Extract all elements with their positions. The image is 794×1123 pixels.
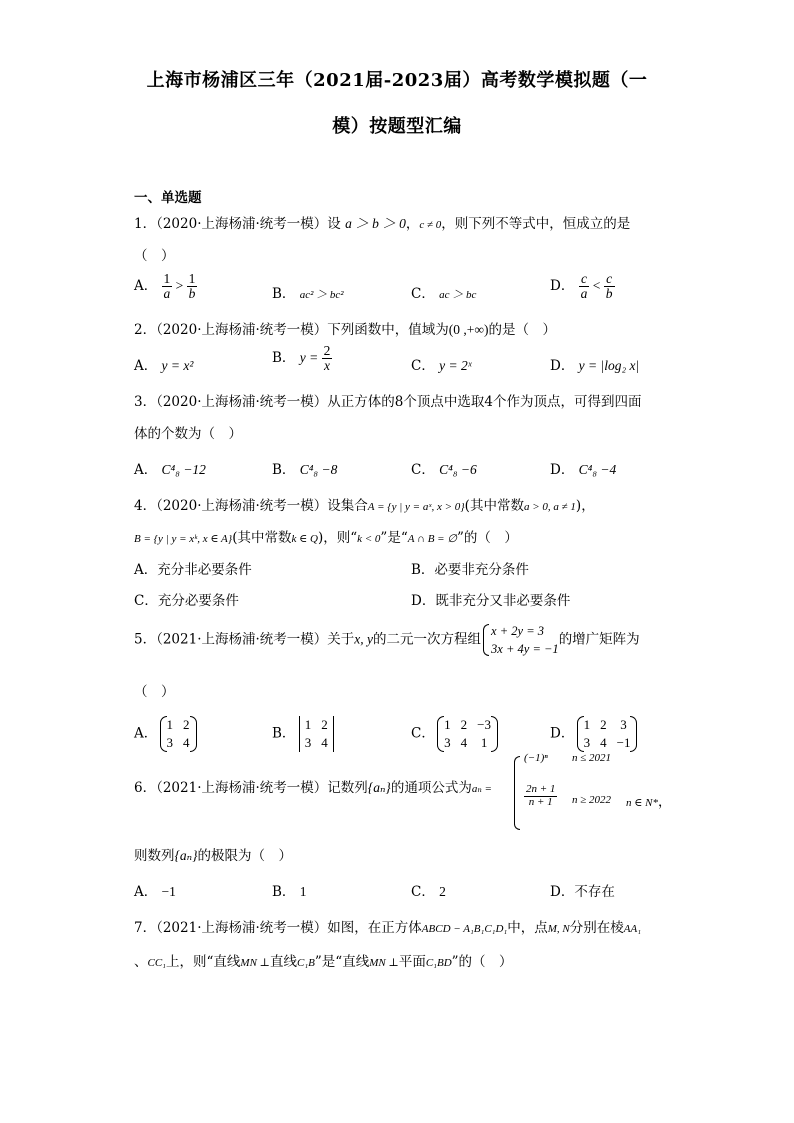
q5-option-b: B． 1 2 3 4: [272, 716, 333, 752]
q6-option-d: D．不存在: [550, 884, 615, 900]
question-3-stem: 3．（2020·上海杨浦·统考一模）从正方体的8个顶点中选取4个作为顶点，可得到四面: [134, 394, 642, 410]
q6-option-c: C． 2: [411, 884, 446, 900]
question-6-stem: 6．（2021·上海杨浦·统考一模）记数列{aₙ}的通项公式为aₙ =: [134, 780, 492, 796]
document-title-line-2: 模）按题型汇编: [332, 116, 462, 137]
matrix: 1 2 3 3 4 −1: [579, 716, 636, 752]
q6-domain: n ∈ N*，: [626, 794, 672, 810]
q4-option-d: D．既非充分又非必要条件: [411, 593, 571, 609]
question-7-stem: 7．（2021·上海杨浦·统考一模）如图，在正方体ABCD − A₁B₁C₁D₁中，点M, N分别在棱AA₁: [134, 920, 642, 936]
equation-system: x + 2y = 3 3x + 4y = −1: [481, 622, 559, 658]
q6-option-a: A． −1: [134, 884, 176, 900]
question-5-paren: （ ）: [134, 684, 175, 700]
q4-option-c: C．充分必要条件: [134, 593, 239, 609]
q2-option-c: C． y = 2ˣ: [411, 358, 472, 374]
q1-option-c: C． ac ＞ bc: [411, 286, 477, 302]
fraction: $\frac{1}{b}$: [188, 271, 196, 302]
q4-option-a: A．充分非必要条件: [134, 562, 252, 578]
q4-option-b: B．必要非充分条件: [411, 562, 529, 578]
fraction: $\frac{2}{x}$: [323, 343, 331, 374]
question-1-paren: （ ）: [134, 248, 175, 264]
q5-option-a: A． 1 2 3 4: [134, 716, 195, 752]
q3-option-a: A． C⁴₈ −12: [134, 462, 206, 478]
q5-option-d: D． 1 2 3 3 4 −1: [550, 716, 635, 752]
q1-option-d: D． $\frac{c}{a}$ < $\frac{c}{b}$: [550, 271, 613, 302]
question-source: （2020·上海杨浦·统考一模）: [156, 216, 328, 232]
q2-option-a: A． y = x²: [134, 358, 194, 374]
question-6-stem-cont: 则数列{aₙ}的极限为（ ）: [134, 848, 293, 864]
document-title-line-1: 上海市杨浦区三年（2021届-2023届）高考数学模拟题（一: [146, 70, 648, 91]
q2-option-d: D． y = |log₂ x|: [550, 358, 640, 374]
q3-option-d: D． C⁴₈ −4: [550, 462, 617, 478]
fraction: $\frac{1}{a}$: [163, 271, 171, 302]
q3-option-b: B． C⁴₈ −8: [272, 462, 338, 478]
q3-option-c: C． C⁴₈ −6: [411, 462, 477, 478]
question-2-stem: 2．（2020·上海杨浦·统考一模）下列函数中，值域为(0 ,+∞)的是（ ）: [134, 322, 557, 338]
question-number: 1．: [134, 216, 157, 232]
piecewise-definition: (−1)ⁿ n ≤ 2021 $\frac{2n + 1}{n + 1}$ n ≥ 2022: [514, 752, 664, 832]
determinant: 1 2 3 4: [300, 716, 333, 752]
question-4-stem-cont: B = {y | y = xᵏ, x ∈ A}(其中常数k ∈ Q)，则“k < 0”是“A ∩ B = ∅”的（ ）: [134, 530, 518, 546]
q2-option-b: B． y = $\frac{2}{x}$: [272, 343, 331, 374]
q6-option-b: B． 1: [272, 884, 307, 900]
fraction: $\frac{c}{a}$: [580, 271, 588, 302]
q1-option-b: B． ac² ＞ bc²: [272, 286, 344, 302]
question-5-stem: 5．（2021·上海杨浦·统考一模）关于x, y的二元一次方程组 x + 2y = 3 3x + 4y = −1 的增广矩阵为: [134, 622, 640, 658]
fraction: $\frac{2n + 1}{n + 1}$: [526, 783, 556, 808]
section-heading: 一、单选题: [134, 190, 202, 206]
question-7-stem-cont: 、CC₁上，则“直线MN ⊥直线C₁B”是“直线MN ⊥平面C₁BD”的（ ）: [134, 954, 513, 970]
matrix: 1 2 3 4: [162, 716, 195, 752]
left-brace: [514, 756, 520, 830]
matrix: 1 2 −3 3 4 1: [439, 716, 496, 752]
q1-option-a: A． $\frac{1}{a}$ > $\frac{1}{b}$: [134, 271, 196, 302]
question-3-stem-cont: 体的个数为（ ）: [134, 426, 242, 442]
question-1-stem: 1．（2020·上海杨浦·统考一模）设 a ＞ b ＞ 0，c ≠ 0，则下列不等式中，恒成立的是: [134, 216, 631, 232]
fraction: $\frac{c}{b}$: [605, 271, 613, 302]
q5-option-c: C． 1 2 −3 3 4 1: [411, 716, 496, 752]
question-4-stem: 4．（2020·上海杨浦·统考一模）设集合A = {y | y = aˣ, x > 0}(其中常数a > 0, a ≠ 1)，: [134, 498, 595, 514]
